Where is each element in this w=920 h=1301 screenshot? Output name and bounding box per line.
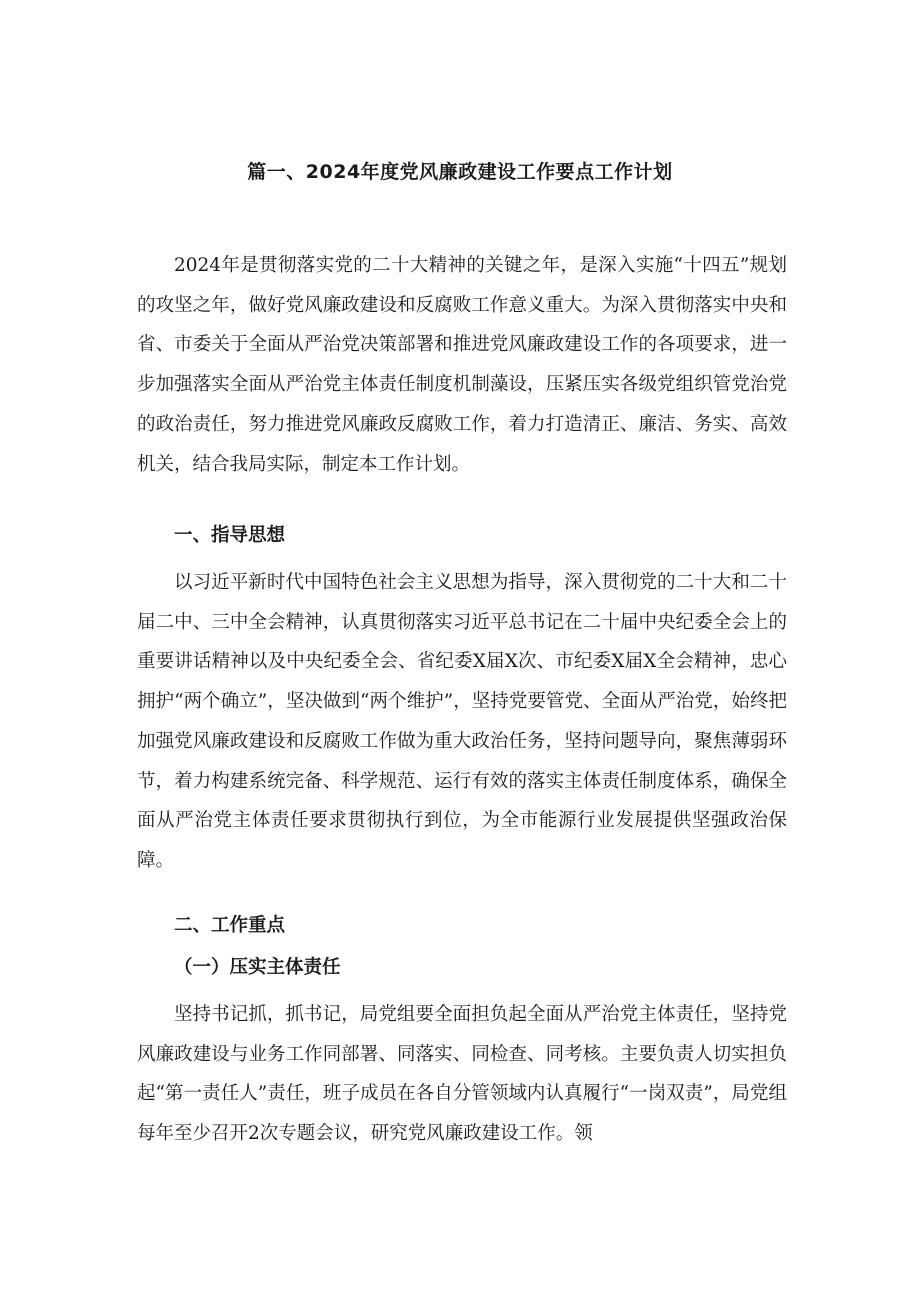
section-heading-work-focus: 二、工作重点 [174, 915, 286, 936]
document-title: 篇一、2024年度党风廉政建设工作要点工作计划 [247, 161, 673, 183]
guiding-thought-paragraph: 以习近平新时代中国特色社会主义思想为指导，深入贯彻党的二十大和二十届二中、三中全会精神，认真贯彻落实习近平总书记在二十届中央纪委全会上的重要讲话精神以及中央纪委全会、省纪委X届X次、市纪委X届X全会精神，忠心拥护“两个确立”，坚决做到“两个维护”，坚持党要管党、全面从严治党，始终把加强党风廉政建设和反腐败工作做为重大政治任务，坚持问题导向，聚焦薄弱环节，着力构建系统完备、科学规范、运行有效的落实主体责任制度体系，确保全面从严治党主体责任要求贯彻执行到位，为全市能源行业发展提供坚强政治保障。 [137, 572, 787, 871]
subsection-heading-main-responsibility: （一）压实主体责任 [174, 957, 341, 978]
main-responsibility-paragraph: 坚持书记抓，抓书记，局党组要全面担负起全面从严治党主体责任，坚持党风廉政建设与业务工作同部署、同落实、同检查、同考核。主要负责人切实担负起“第一责任人”责任，班子成员在各自分管领域内认真履行“一岗双责”，局党组每年至少召开2次专题会议，研究党风廉政建设工作。领 [137, 1004, 787, 1145]
intro-paragraph: 2024年是贯彻落实党的二十大精神的关键之年，是深入实施“十四五”规划的攻坚之年，做好党风廉政建设和反腐败工作意义重大。为深入贯彻落实中央和省、市委关于全面从严治党决策部署和推进党风廉政建设工作的各项要求，进一步加强落实全面从严治党主体责任制度机制藻设，压紧压实各级党组织管党治党的政治责任，努力推进党风廉政反腐败工作，着力打造清正、廉洁、务实、高效机关，结合我局实际，制定本工作计划。 [137, 255, 787, 475]
section-heading-guiding-thought: 一、指导思想 [174, 525, 286, 546]
